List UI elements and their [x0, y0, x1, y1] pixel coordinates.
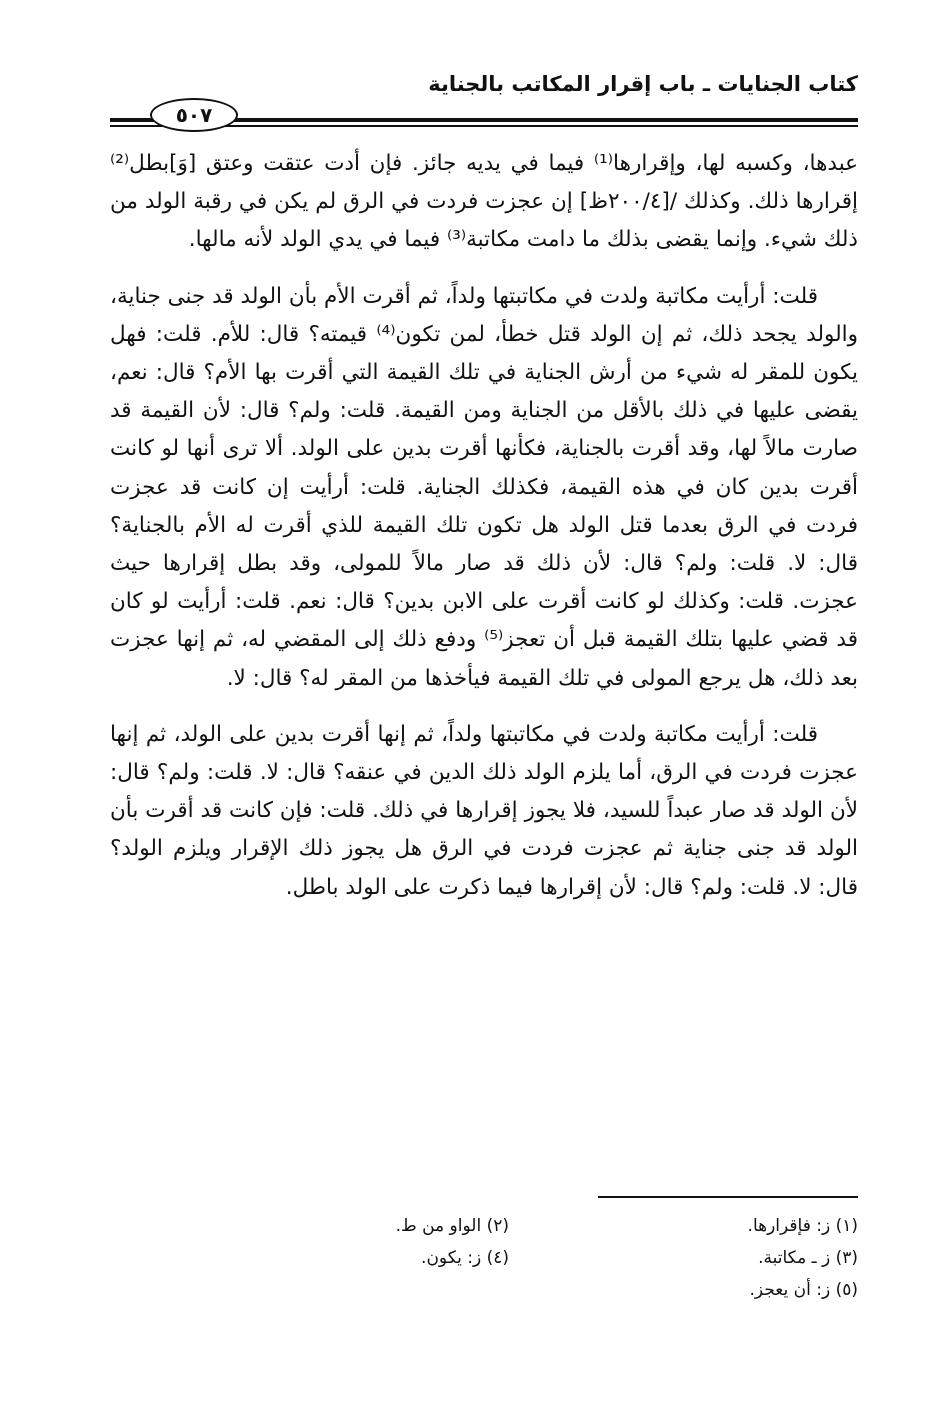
page-number: ٥٠٧ [175, 103, 213, 127]
main-text [110, 145, 858, 925]
footnotes [160, 1210, 858, 1306]
paragraph-3: قلت: أرأيت مكاتبة ولدت في مكاتبتها ولداً، ثم إنها أقرت بدين على الولد، ثم إنها عجزت فردت في الرق، أما يلزم الولد ذلك الدين في عنقه؟ قال: لا. قلت: ولم؟ قال: لأن الولد قد صار عبداً للسيد، فلا يجوز إقرارها في ذلك. قلت: فإن كانت قد أقرت بأن الولد قد جنى جناية ثم عجزت فردت في الرق هل يجوز ذلك الإقرار ويلزم الولد؟ قال: لا. قلت: ولم؟ قال: لأن إقرارها فيما ذكرت على الولد باطل. [110, 721, 858, 900]
footnote-separator [598, 1196, 858, 1198]
page-number-badge [150, 98, 238, 132]
footnote-row [160, 1210, 858, 1242]
footnote-2: (٢) الواو من ط. [395, 1216, 509, 1236]
footnote-3: (٣) ز ـ مكاتبة. [758, 1248, 858, 1268]
running-title: كتاب الجنايات ـ باب إقرار المكاتب بالجناية [428, 72, 858, 96]
footnote-1: (١) ز: فإقرارها. [747, 1216, 858, 1236]
paragraph-2: قلت: أرأيت مكاتبة ولدت في مكاتبتها ولداً، ثم أقرت الأم بأن الولد قد جنى جناية، والولد يجحد ذلك، ثم إن الولد قتل خطأ، لمن تكون⁽⁴⁾ قيمته؟ قال: للأم. قلت: فهل يكون للمقر له شيء من أرش الجناية في تلك القيمة التي أقرت بها الأم؟ قال: نعم، يقضى عليها في ذلك بالأقل من الجناية ومن القيمة. قلت: ولم؟ قال: لأن القيمة قد صارت مالاً لها، وقد أقرت بالجناية، فكأنها أقرت بدين على الولد. ألا ترى أنها لو كانت أقرت بدين كان في هذه القيمة، فكذلك الجناية. قلت: أرأيت إن كانت قد عجزت فردت في الرق بعدما قتل الولد هل تكون تلك القيمة للذي أقرت له الأم بالجناية؟ قال: لا. قلت: ولم؟ قال: لأن ذلك قد صار مالاً للمولى، وقد بطل إقرارها حيث عجزت. قلت: وكذلك لو كانت أقرت على الابن بدين؟ قال: نعم. قلت: أرأيت لو كان قد قضي عليها بتلك القيمة قبل أن تعجز⁽⁵⁾ ودفع ذلك إلى المقضي له، ثم إنها عجزت بعد ذلك، هل يرجع المولى في تلك القيمة فيأخذها من المقر له؟ قال: لا. [110, 283, 859, 691]
footnote-row [160, 1274, 858, 1306]
footnote-5: (٥) ز: أن يعجز. [749, 1280, 858, 1300]
footnote-row [160, 1242, 858, 1274]
page-header [110, 68, 858, 130]
paragraph-1: عبدها، وكسبه لها، وإقرارها⁽¹⁾ فيما في يديه جائز. فإن أدت عتقت وعتق [وَ]بطل⁽²⁾ إقرارها ذلك. وكذلك /[٢٠٠/٤ظ] إن عجزت فردت في الرق لم يكن في رقبة الولد من ذلك شيء. وإنما يقضى بذلك ما دامت مكاتبة⁽³⁾ فيما في يدي الولد لأنه مالها. [110, 151, 859, 253]
footnote-4: (٤) ز: يكون. [421, 1248, 509, 1268]
